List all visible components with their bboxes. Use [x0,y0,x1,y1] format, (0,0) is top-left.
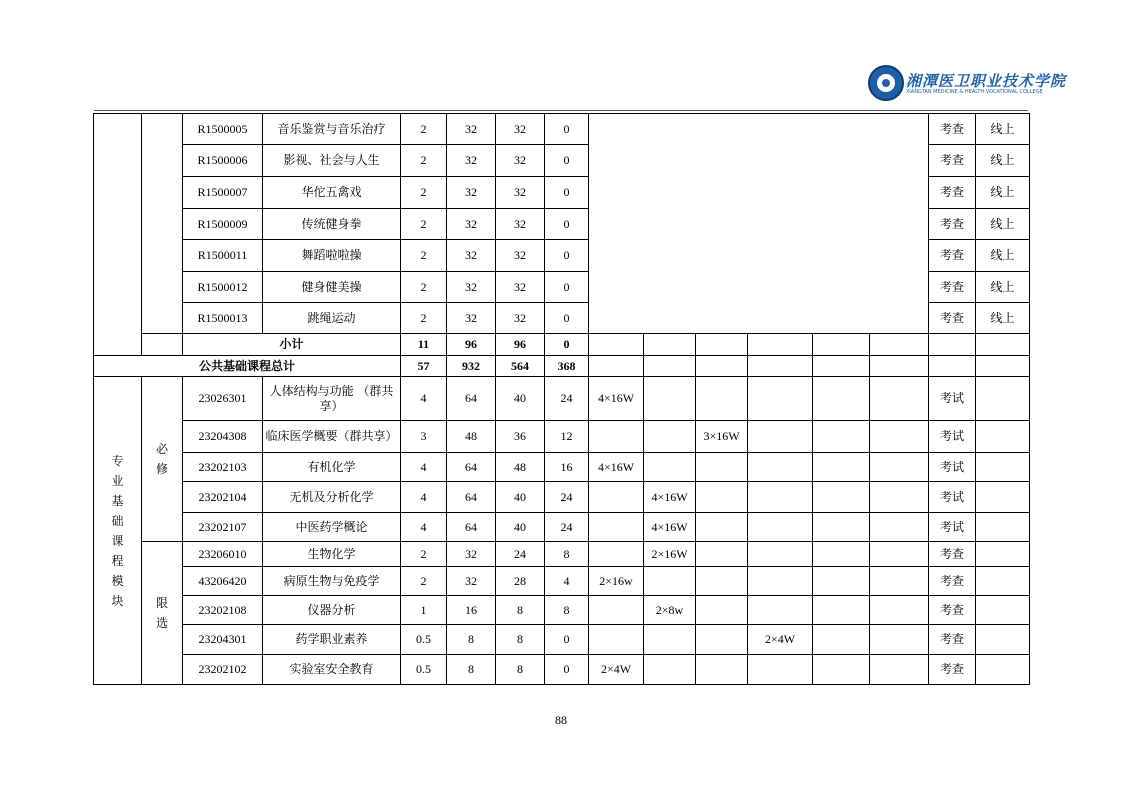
semester-s6 [870,596,929,625]
subtotal-total: 96 [447,334,496,356]
semester-s1: 4×16W [589,453,644,482]
total-hours: 32 [447,209,496,240]
semester-s1 [589,513,644,542]
empty-cell [813,334,870,356]
empty-cell [644,334,696,356]
public-total-hours: 932 [447,356,496,377]
practice-hours: 0 [545,655,589,685]
semester-s6 [870,482,929,513]
theory-hours: 48 [496,453,545,482]
exam-type: 考查 [929,114,976,145]
semester-s1 [589,625,644,655]
course-name: 病原生物与免疫学 [263,567,401,596]
credit: 1 [401,596,447,625]
course-code: 23204301 [183,625,263,655]
course-code: R1500005 [183,114,263,145]
semester-s3 [696,377,748,421]
exam-type: 考查 [929,542,976,567]
module-label [94,377,142,685]
course-code: 23202104 [183,482,263,513]
course-code: R1500012 [183,272,263,303]
semester-s1: 2×16w [589,567,644,596]
semester-s2: 2×8w [644,596,696,625]
course-code: 23204308 [183,421,263,453]
page-number: 88 [555,713,567,727]
practice-hours: 0 [545,209,589,240]
course-name: 传统健身拳 [263,209,401,240]
course-name: 人体结构与功能 （群共享） [263,377,401,421]
course-name: 华佗五禽戏 [263,177,401,209]
table-row [94,114,1030,145]
theory-hours: 32 [496,240,545,272]
practice-hours: 24 [545,482,589,513]
semester-s6 [870,625,929,655]
note: 线上 [976,209,1030,240]
theory-hours: 40 [496,513,545,542]
course-name: 临床医学概要（群共享） [263,421,401,453]
practice-hours: 0 [545,625,589,655]
credit: 4 [401,453,447,482]
note: 线上 [976,114,1030,145]
note [976,596,1030,625]
semester-s5 [813,421,870,453]
total-hours: 32 [447,145,496,177]
semester-s1 [589,482,644,513]
theory-hours: 32 [496,272,545,303]
total-hours: 64 [447,482,496,513]
table-row [94,625,1030,655]
course-name: 实验室安全教育 [263,655,401,685]
semester-s4 [748,513,813,542]
credit: 0.5 [401,625,447,655]
note [976,377,1030,421]
semester-s3 [696,482,748,513]
note: 线上 [976,240,1030,272]
exam-type: 考查 [929,567,976,596]
credit: 2 [401,145,447,177]
college-name: 湘潭医卫职业技术学院 [906,72,1067,90]
practice-hours: 0 [545,145,589,177]
subtotal-label: 小计 [183,334,401,356]
theory-hours: 36 [496,421,545,453]
module-cell-blank [94,114,142,356]
note: 线上 [976,272,1030,303]
semester-s3 [696,596,748,625]
course-code: 43206420 [183,567,263,596]
exam-type: 考试 [929,377,976,421]
table-row [94,482,1030,513]
empty-cell [696,334,748,356]
course-name: 生物化学 [263,542,401,567]
theory-hours: 8 [496,625,545,655]
practice-hours: 0 [545,272,589,303]
semester-s4 [748,421,813,453]
semester-s4 [748,655,813,685]
semester-s4 [748,482,813,513]
total-hours: 48 [447,421,496,453]
subtotal-credit: 11 [401,334,447,356]
table-row [94,596,1030,625]
course-code: R1500006 [183,145,263,177]
practice-hours: 0 [545,177,589,209]
semester-s2 [644,655,696,685]
credit: 2 [401,303,447,334]
exam-type: 考试 [929,482,976,513]
required-label [142,377,183,542]
course-code: R1500007 [183,177,263,209]
semester-s5 [813,542,870,567]
semester-merged-cell [589,114,929,334]
course-code: 23202103 [183,453,263,482]
semester-s4 [748,567,813,596]
category-cell-blank [142,114,183,334]
practice-hours: 8 [545,542,589,567]
credit: 2 [401,542,447,567]
theory-hours: 28 [496,567,545,596]
semester-s5 [813,377,870,421]
course-code: 23202107 [183,513,263,542]
course-name: 中医药学概论 [263,513,401,542]
exam-type: 考查 [929,177,976,209]
course-name: 音乐鉴赏与音乐治疗 [263,114,401,145]
exam-type: 考试 [929,453,976,482]
semester-s2: 4×16W [644,513,696,542]
required-label-char: 修 [155,462,168,476]
note [976,655,1030,685]
semester-s6 [870,453,929,482]
semester-s3 [696,542,748,567]
total-hours: 32 [447,567,496,596]
semester-s1 [589,421,644,453]
table-row [94,513,1030,542]
course-name: 有机化学 [263,453,401,482]
semester-s4 [748,453,813,482]
empty-cell [976,334,1030,356]
theory-hours: 24 [496,542,545,567]
note: 线上 [976,303,1030,334]
module-name-line: 模块 [111,573,124,608]
credit: 2 [401,209,447,240]
exam-type: 考查 [929,272,976,303]
empty-cell [870,356,929,377]
module-name-line: 课程 [111,533,124,568]
course-name: 药学职业素养 [263,625,401,655]
practice-hours: 12 [545,421,589,453]
practice-hours: 0 [545,303,589,334]
semester-s4 [748,542,813,567]
note: 线上 [976,145,1030,177]
exam-type: 考查 [929,145,976,177]
empty-cell [748,334,813,356]
course-code: R1500013 [183,303,263,334]
credit: 0.5 [401,655,447,685]
semester-s2 [644,453,696,482]
total-hours: 64 [447,377,496,421]
credit: 3 [401,421,447,453]
total-hours: 32 [447,542,496,567]
semester-s3 [696,513,748,542]
semester-s4 [748,596,813,625]
limited-label-char: 选 [155,616,168,630]
semester-s1: 2×4W [589,655,644,685]
course-name: 跳绳运动 [263,303,401,334]
semester-s3 [696,625,748,655]
course-code: 23202108 [183,596,263,625]
college-name-en: XIANGTAN MEDICINE & HEALTH VOCATIONAL COLLEGE [906,89,1043,95]
empty-cell [748,356,813,377]
semester-s2: 4×16W [644,482,696,513]
course-name: 仪器分析 [263,596,401,625]
semester-s5 [813,567,870,596]
semester-s5 [813,625,870,655]
total-hours: 32 [447,303,496,334]
empty-cell [589,334,644,356]
header-divider [94,110,1028,111]
credit: 2 [401,567,447,596]
total-hours: 8 [447,625,496,655]
theory-hours: 32 [496,303,545,334]
exam-type: 考查 [929,625,976,655]
practice-hours: 4 [545,567,589,596]
module-name-line: 基础 [111,493,124,528]
public-total-credit: 57 [401,356,447,377]
total-hours: 32 [447,272,496,303]
course-name: 健身健美操 [263,272,401,303]
semester-s6 [870,567,929,596]
semester-s3 [696,567,748,596]
credit: 2 [401,114,447,145]
semester-s1 [589,596,644,625]
course-code: R1500009 [183,209,263,240]
semester-s6 [870,377,929,421]
semester-s4 [748,377,813,421]
course-name: 影视、社会与人生 [263,145,401,177]
semester-s6 [870,542,929,567]
total-hours: 64 [447,453,496,482]
practice-hours: 16 [545,453,589,482]
exam-type: 考试 [929,421,976,453]
semester-s1: 4×16W [589,377,644,421]
exam-type: 考查 [929,596,976,625]
exam-type: 考查 [929,209,976,240]
course-code: 23026301 [183,377,263,421]
table-row [94,356,1030,377]
theory-hours: 32 [496,177,545,209]
empty-cell [813,356,870,377]
table-row [94,453,1030,482]
course-code: R1500011 [183,240,263,272]
course-name: 无机及分析化学 [263,482,401,513]
total-hours: 8 [447,655,496,685]
semester-s4: 2×4W [748,625,813,655]
credit: 2 [401,240,447,272]
empty-cell [589,356,644,377]
note [976,625,1030,655]
total-hours: 64 [447,513,496,542]
credit: 4 [401,377,447,421]
exam-type: 考查 [929,240,976,272]
table-row [94,421,1030,453]
note [976,453,1030,482]
note: 线上 [976,177,1030,209]
semester-s2: 2×16W [644,542,696,567]
table-row [94,542,1030,567]
total-hours: 32 [447,114,496,145]
semester-s5 [813,453,870,482]
empty-cell [644,356,696,377]
exam-type: 考查 [929,655,976,685]
college-logo-icon [868,65,904,101]
semester-s3: 3×16W [696,421,748,453]
note [976,482,1030,513]
practice-hours: 0 [545,240,589,272]
exam-type: 考查 [929,303,976,334]
semester-s5 [813,596,870,625]
total-hours: 16 [447,596,496,625]
empty-cell [929,334,976,356]
semester-s2 [644,421,696,453]
practice-hours: 8 [545,596,589,625]
theory-hours: 40 [496,377,545,421]
public-total-practice: 368 [545,356,589,377]
practice-hours: 24 [545,377,589,421]
table-row [94,655,1030,685]
credit: 4 [401,482,447,513]
table-row [94,377,1030,421]
credit: 2 [401,272,447,303]
empty-cell [976,356,1030,377]
semester-s6 [870,655,929,685]
note [976,567,1030,596]
theory-hours: 32 [496,145,545,177]
semester-s5 [813,655,870,685]
semester-s6 [870,513,929,542]
semester-s2 [644,567,696,596]
semester-s5 [813,513,870,542]
empty-cell [696,356,748,377]
semester-s2 [644,625,696,655]
note [976,513,1030,542]
semester-s5 [813,482,870,513]
exam-type: 考试 [929,513,976,542]
table-row [94,334,1030,356]
semester-s2 [644,377,696,421]
practice-hours: 0 [545,114,589,145]
course-code: 23206010 [183,542,263,567]
module-name-line: 专业 [111,453,124,488]
public-total-theory: 564 [496,356,545,377]
credit: 2 [401,177,447,209]
theory-hours: 8 [496,655,545,685]
public-total-label: 公共基础课程总计 [94,356,401,377]
note [976,421,1030,453]
empty-cell [870,334,929,356]
theory-hours: 40 [496,482,545,513]
required-label-char: 必 [155,442,168,456]
semester-s6 [870,421,929,453]
course-name: 舞蹈啦啦操 [263,240,401,272]
total-hours: 32 [447,177,496,209]
limited-label [142,542,183,685]
semester-s3 [696,655,748,685]
semester-s3 [696,453,748,482]
total-hours: 32 [447,240,496,272]
subtotal-practice: 0 [545,334,589,356]
theory-hours: 32 [496,209,545,240]
empty-cell [929,356,976,377]
practice-hours: 24 [545,513,589,542]
theory-hours: 32 [496,114,545,145]
subtotal-theory: 96 [496,334,545,356]
course-code: 23202102 [183,655,263,685]
table-row [94,567,1030,596]
theory-hours: 8 [496,596,545,625]
semester-s1 [589,542,644,567]
note [976,542,1030,567]
limited-label-char: 限 [155,596,168,610]
credit: 4 [401,513,447,542]
category-cell-blank [142,334,183,356]
course-table [93,113,1030,685]
